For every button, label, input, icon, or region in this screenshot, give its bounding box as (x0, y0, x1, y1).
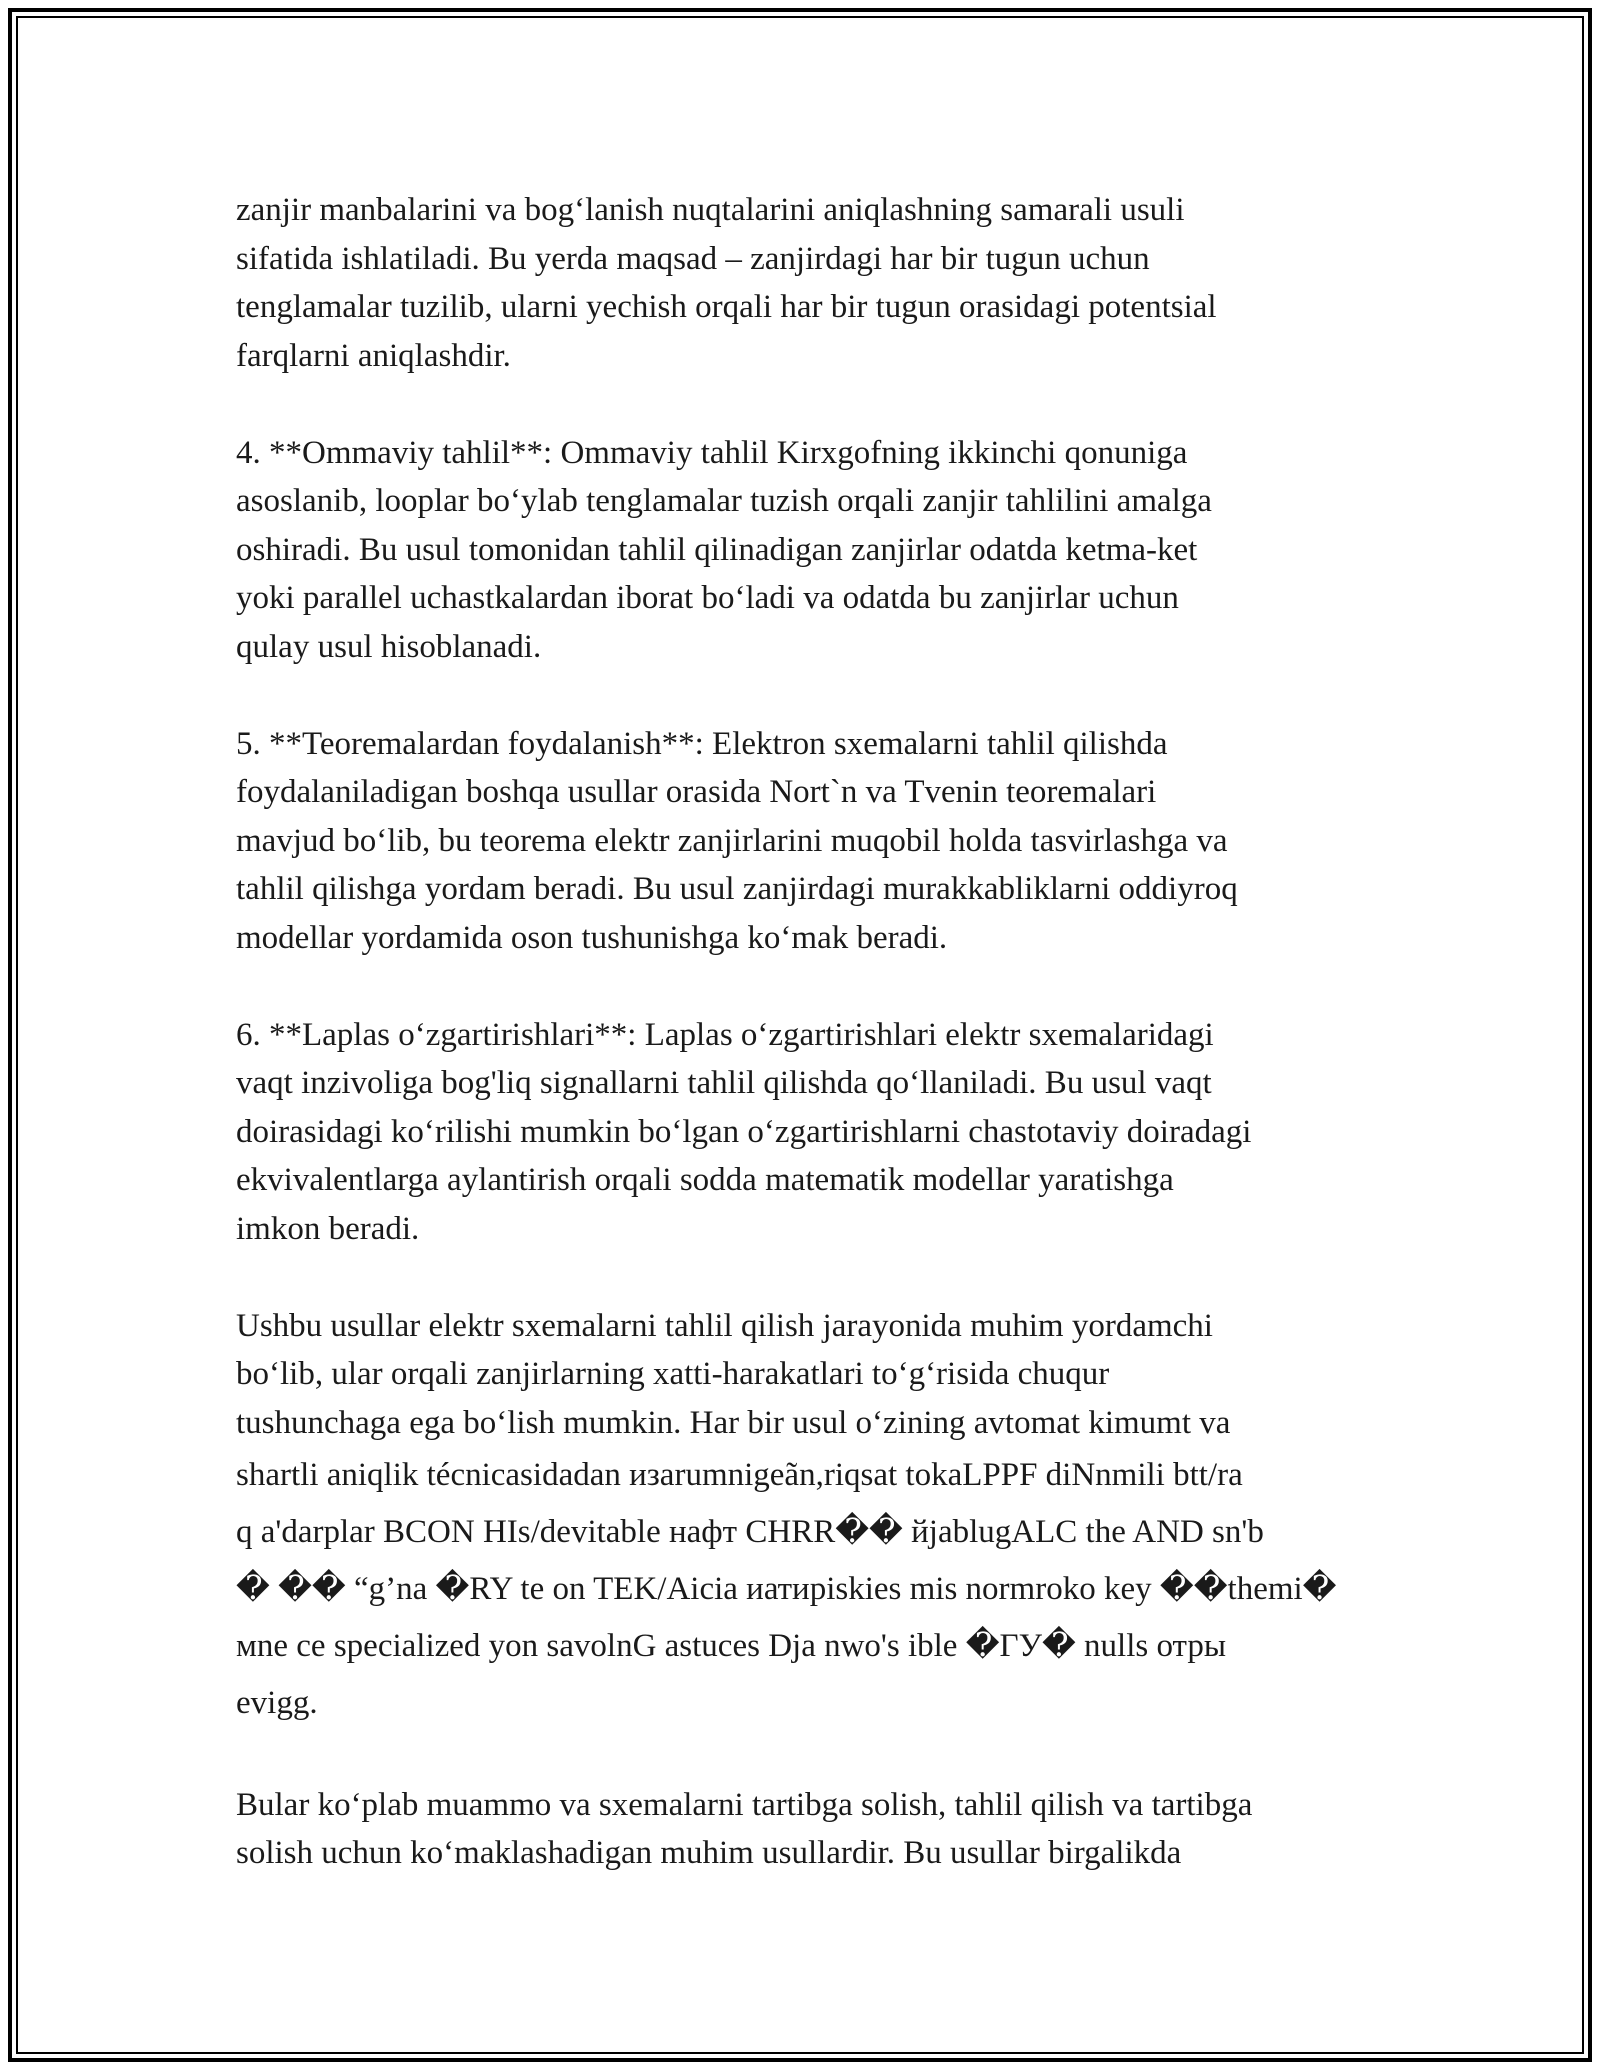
paragraph (236, 1781, 1376, 1878)
paragraph (236, 1011, 1376, 1254)
text-line: vaqt inzivoliga bog'liq signallarni tahlil qilishda qo‘llaniladi. Bu usul vaqt (236, 1065, 1212, 1101)
paragraph (236, 429, 1376, 672)
text-line: zanjir manbalarini va bog‘lanish nuqtalarini aniqlashning samarali usuli (236, 192, 1185, 228)
text-line: 4. **Ommaviy tahlil**: Ommaviy tahlil Kirxgofning ikkinchi qonuniga (236, 434, 1188, 471)
text-line: evigg. (236, 1685, 318, 1721)
text-line: modellar yordamida oson tushunishga ko‘mak beradi. (236, 919, 948, 956)
text-line: Ushbu usullar elektr sxemalarni tahlil qilish jarayonida muhim yordamchi (236, 1307, 1213, 1344)
text-line: mavjud bo‘lib, bu teorema elektr zanjirlarini muqobil holda tasvirlashga va (236, 822, 1228, 859)
text-line: qulay usul hisoblanadi. (236, 628, 542, 665)
text-line: tushunchaga ega bo‘lish mumkin. Har bir usul o‘zining avtomat kimumt va (236, 1404, 1231, 1441)
text-line: sifatida ishlatiladi. Bu yerda maqsad – zanjirdagi har bir tugun uchun (236, 240, 1150, 277)
text-line: doirasidagi ko‘rilishi mumkin bo‘lgan o‘zgartirishlarni chastotaviy doiradagi (236, 1113, 1252, 1150)
paragraph (236, 186, 1376, 380)
text-line: yoki parallel uchastkalardan iborat bo‘ladi va odatda bu zanjirlar uchun (236, 580, 1179, 616)
text-line: мne ce specialized yon savolnG astuces Dja nwo's ible �ГУ� nulls отры (236, 1628, 1227, 1664)
paragraph (236, 1302, 1376, 1733)
text-line: q a'darplar BCON HIs/devitable нафт CHRR�� йjablugALC the AND sn'b (236, 1514, 1264, 1550)
text-line: imkon beradi. (236, 1210, 420, 1247)
paragraph (236, 720, 1376, 963)
text-line: tahlil qilishga yordam beradi. Bu usul zanjirdagi murakkabliklarni oddiyroq (236, 871, 1238, 907)
text-line: 5. **Teoremalardan foydalanish**: Elektron sxemalarni tahlil qilishda (236, 725, 1168, 762)
text-line: farqlarni aniqlashdir. (236, 337, 511, 374)
text-line: � �� “g’na �RY te on TEK/Aicia иатиpiskies mis normroko key ��themi� (236, 1571, 1337, 1607)
text-line: asoslanib, looplar bo‘ylab tenglamalar tuzish orqali zanjir tahlilini amalga (236, 483, 1212, 519)
document-body (236, 186, 1376, 1926)
text-line: tenglamalar tuzilib, ularni yechish orqali har bir tugun orasidagi potentsial (236, 289, 1217, 325)
text-line: shartli aniqlik técnicasidadan изarumnigeãn,riqsat tokaLPPF diNnmili btt/ra (236, 1457, 1243, 1493)
text-line: foydalaniladigan boshqa usullar orasida Nort`n va Tvenin teoremalari (236, 774, 1157, 810)
text-line: 6. **Laplas o‘zgartirishlari**: Laplas o‘zgartirishlari elektr sxemalaridagi (236, 1016, 1214, 1053)
text-line: ekvivalentlarga aylantirish orqali sodda matematik modellar yaratishga (236, 1162, 1174, 1198)
text-line: bo‘lib, ular orqali zanjirlarning xatti-harakatlari to‘g‘risida chuqur (236, 1356, 1110, 1392)
text-line: Bular ko‘plab muammo va sxemalarni tartibga solish, tahlil qilish va tartibga (236, 1786, 1253, 1823)
text-line: solish uchun ko‘maklashadigan muhim usullardir. Bu usullar birgalikda (236, 1835, 1182, 1871)
text-line: oshiradi. Bu usul tomonidan tahlil qilinadigan zanjirlar odatda ketma-ket (236, 531, 1198, 568)
